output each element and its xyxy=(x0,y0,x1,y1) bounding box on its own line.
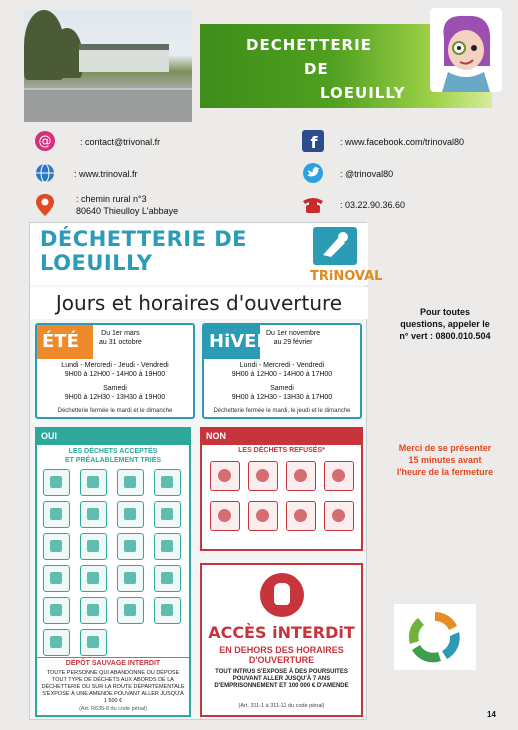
phone-icon xyxy=(302,194,324,216)
arrival-note: Merci de se présenter 15 minutes avant l'heure de la fermeture xyxy=(396,443,494,477)
waste-icon xyxy=(117,469,144,496)
dumping-title: DÉPÔT SAUVAGE INTERDIT xyxy=(65,660,161,667)
refused-title: LES DÉCHETS REFUSÉS* xyxy=(238,447,325,454)
opening-hours-poster xyxy=(29,222,383,720)
access-forbidden-panel xyxy=(200,563,363,717)
waste-icon xyxy=(210,461,240,491)
accepted-band: OUI xyxy=(41,431,58,441)
web-globe-icon xyxy=(34,162,56,184)
waste-icon xyxy=(80,533,107,560)
waste-icon xyxy=(154,597,181,624)
waste-icon xyxy=(117,597,144,624)
waste-icon xyxy=(154,565,181,592)
waste-icon xyxy=(80,501,107,528)
trinoval-logo: TRiNOVAL xyxy=(310,269,383,284)
access-title: ACCÈS iNTERDiT xyxy=(208,623,355,642)
waste-icon xyxy=(117,501,144,528)
waste-icon xyxy=(154,469,181,496)
title-line-3: LOEUILLY xyxy=(320,84,406,102)
waste-icon xyxy=(117,533,144,560)
accepted-title: LES DÉCHETS ACCEPTÉS ET PRÉALABLEMENT TRIÉS xyxy=(64,448,162,464)
waste-icon xyxy=(80,629,107,656)
summer-dates: Du 1er mars au 31 octobre xyxy=(99,330,142,346)
svg-text:@: @ xyxy=(38,134,52,149)
illegal-dumping-notice xyxy=(37,657,189,715)
waste-icon xyxy=(80,565,107,592)
svg-text:f: f xyxy=(310,133,318,152)
hours-title: Jours et horaires d'ouverture xyxy=(30,287,368,319)
waste-icon xyxy=(324,461,354,491)
waste-icon xyxy=(43,469,70,496)
title-line-2: DE xyxy=(304,60,329,78)
facebook-icon xyxy=(302,130,324,152)
waste-icon xyxy=(154,501,181,528)
winter-hours: Lundi - Mercredi - Vendredi 9H00 à 12H00 - 14H00 à 17H00 Samedi 9H00 à 12H30 - 13H30 à 17H00 xyxy=(231,362,333,401)
waste-icon xyxy=(117,565,144,592)
email-icon xyxy=(34,130,56,152)
waste-icon xyxy=(80,597,107,624)
winter-schedule xyxy=(202,323,362,419)
waste-icon xyxy=(286,501,316,531)
poster-title-2: LOEUILLY xyxy=(40,251,153,275)
waste-icon xyxy=(43,629,70,656)
website-text[interactable]: : www.trinoval.fr xyxy=(74,169,138,179)
recycling-logo xyxy=(394,604,476,670)
waste-icon xyxy=(210,501,240,531)
access-text: TOUT INTRUS S'EXPOSE À DES POURSUITES POUVANT ALLER JUSQU'À 7 ANS D'EMPRISONNEMENT ET 100 000 € D'AMENDE xyxy=(214,669,349,689)
waste-icon xyxy=(154,533,181,560)
summer-tag: ÉTÉ xyxy=(37,325,93,359)
waste-icon xyxy=(324,501,354,531)
refused-waste-panel xyxy=(200,427,363,551)
building-shape xyxy=(79,44,169,72)
title-line-1: DECHETTERIE xyxy=(246,36,372,54)
waste-icon xyxy=(248,501,278,531)
winter-tag: HiVER xyxy=(204,325,260,359)
access-legal: (Art. 311-1 à 311-11 du code pénal) xyxy=(238,703,325,709)
twitter-text[interactable]: : @trinoval80 xyxy=(340,169,394,179)
waste-icon xyxy=(43,501,70,528)
mascot-avatar xyxy=(430,8,502,92)
waste-icon xyxy=(43,533,70,560)
summer-closed-note: Déchetterie fermée le mardi et le dimanche xyxy=(57,408,173,414)
twitter-icon xyxy=(302,162,324,184)
waste-icon xyxy=(286,461,316,491)
access-subtitle: EN DEHORS DES HORAIRES D'OUVERTURE xyxy=(219,645,344,665)
facebook-text[interactable]: : www.facebook.com/trinoval80 xyxy=(340,137,465,147)
summer-schedule xyxy=(35,323,195,419)
winter-closed-note: Déchetterie fermée le mardi, le jeudi et le dimanche xyxy=(213,408,351,414)
phone-text[interactable]: : 03.22.90.36.60 xyxy=(340,200,406,210)
site-photo xyxy=(24,10,192,122)
summer-hours: Lundi - Mercredi - Jeudi - Vendredi 9H00 à 12H00 - 14H00 à 19H00 Samedi 9H00 à 12H30 - 13H30 à 19H00 xyxy=(61,362,169,401)
refused-band: NON xyxy=(206,431,226,441)
winter-dates: Du 1er novembre au 29 février xyxy=(266,330,321,346)
address-line-1: : chemin rural n°3 xyxy=(76,194,147,204)
waste-icon xyxy=(43,597,70,624)
accepted-waste-panel xyxy=(35,427,191,717)
stop-hand-icon xyxy=(260,573,304,617)
dumping-text: TOUTE PERSONNE QUI ABANDONNE OU DÉPOSE TOUT TYPE DE DÉCHETS AUX ABORDS DE LA DÉCHETTERIE OU SUR LA ROUTE DÉPARTEMENTALE S'EXPOSE À UNE AMENDE POUVANT ALLER JUSQU'À 1 500 € (Art. R635-8 du code pénal) xyxy=(41,670,185,712)
location-pin-icon xyxy=(34,194,56,216)
waste-icon xyxy=(248,461,278,491)
waste-icon xyxy=(80,469,107,496)
questions-note: Pour toutes questions, appeler le n° vert : 0800.010.504 xyxy=(399,307,491,341)
refused-waste-icons xyxy=(210,461,354,531)
page-number: 14 xyxy=(487,710,496,719)
poster-title-1: DÉCHETTERIE DE xyxy=(40,227,248,251)
address-line-2: 80640 Thieulloy L'abbaye xyxy=(76,206,179,216)
accepted-waste-icons xyxy=(43,469,181,656)
waste-icon xyxy=(43,565,70,592)
email-text[interactable]: : contact@trivonal.fr xyxy=(80,137,161,147)
recycling-truck-icon xyxy=(313,227,357,265)
